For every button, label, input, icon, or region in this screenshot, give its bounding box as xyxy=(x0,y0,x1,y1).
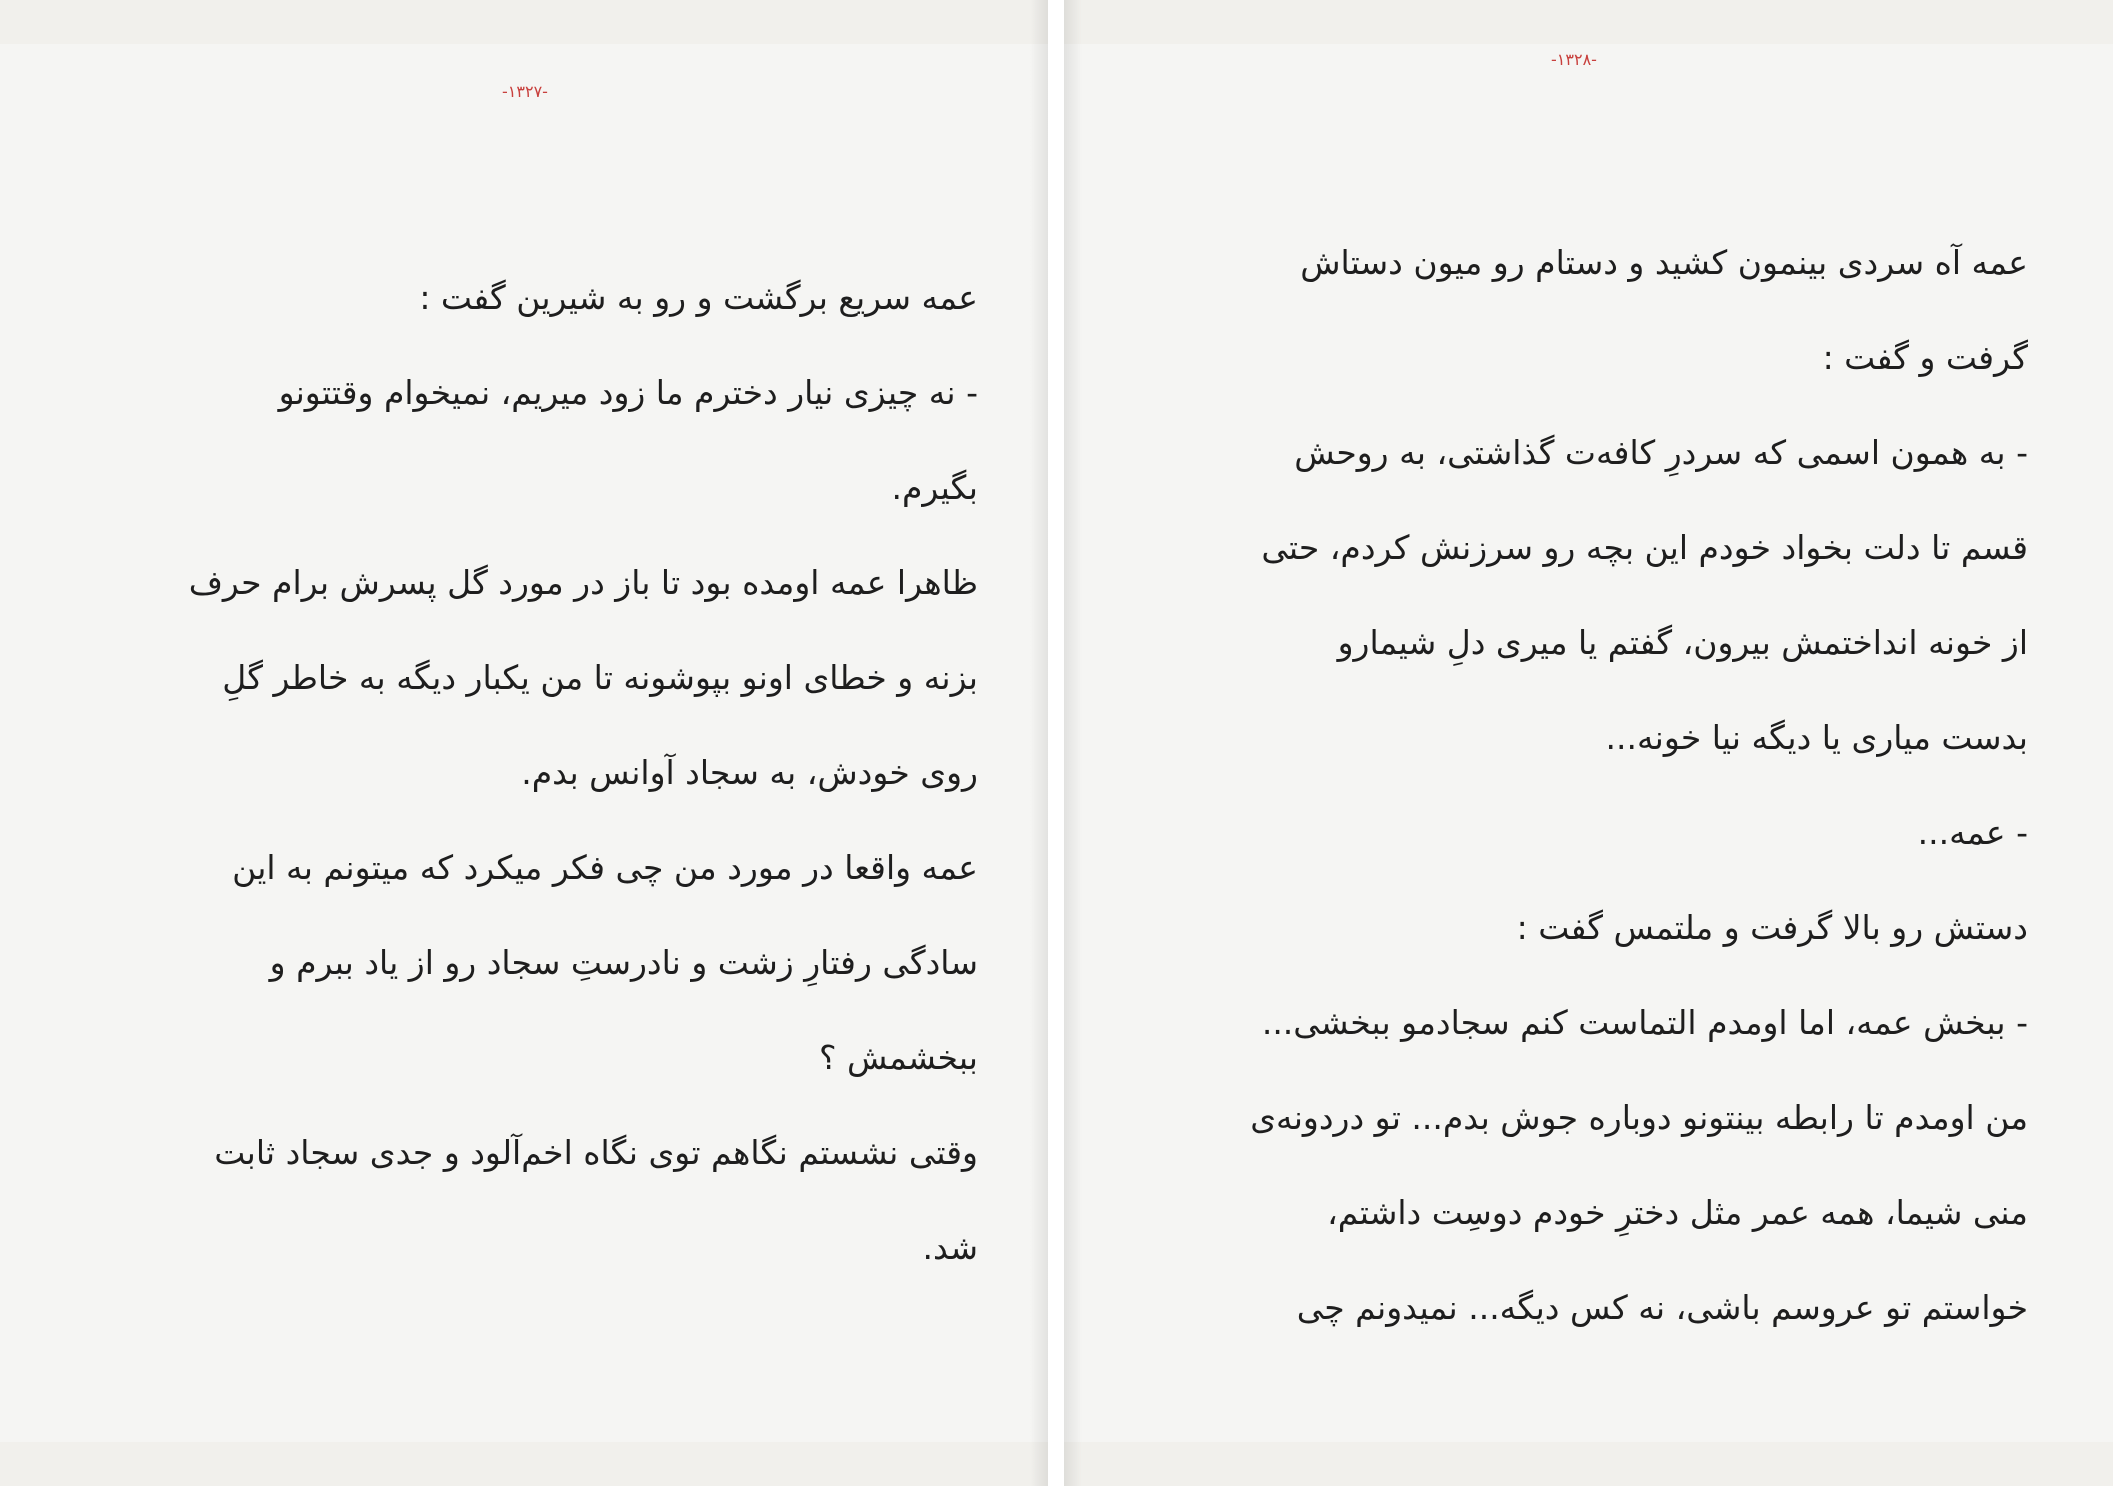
left-page-text xyxy=(78,250,978,1295)
text-line: ببخشمش ؟ xyxy=(818,1038,978,1077)
text-line: عمه سریع برگشت و رو به شیرین گفت : xyxy=(419,278,978,317)
text-line: شد. xyxy=(922,1228,978,1267)
text-line: - عمه... xyxy=(1917,813,2028,852)
text-line: ظاهرا عمه اومده بود تا باز در مورد گل پسرش برام حرف xyxy=(188,563,978,602)
text-line: من اومدم تا رابطه بینتونو دوباره جوش بدم... تو دردونه‌ی xyxy=(1250,1098,2028,1137)
text-line: عمه واقعا در مورد من چی فکر میکرد که میتونم به این xyxy=(232,848,978,887)
text-line: عمه آه سردی بینمون کشید و دستام رو میون دستاش xyxy=(1300,243,2028,282)
text-line: قسم تا دلت بخواد خودم این بچه رو سرزنش کردم، حتی xyxy=(1261,528,2028,567)
text-line: خواستم تو عروسم باشی، نه کس دیگه... نمیدونم چی xyxy=(1296,1288,2028,1327)
text-line: دستش رو بالا گرفت و ملتمس گفت : xyxy=(1516,908,2028,947)
text-line: منی شیما، همه عمر مثل دخترِ خودم دوسِت داشتم، xyxy=(1327,1193,2028,1232)
text-line: وقتی نشستم نگاهم توی نگاه اخم‌آلود و جدی سجاد ثابت xyxy=(214,1133,978,1172)
right-page-text xyxy=(1148,215,2028,1355)
page-gutter xyxy=(1048,0,1064,1486)
text-line: بزنه و خطای اونو بپوشونه تا من یکبار دیگه به خاطر گلِ xyxy=(222,658,978,697)
left-book-page xyxy=(0,0,1048,1486)
text-line: - به همون اسمی که سردرِ کافه‌ت گذاشتی، به روحش xyxy=(1294,433,2028,472)
right-page-edge-shadow xyxy=(1064,0,1082,1486)
left-page-number: -۱۳۲۷- xyxy=(502,82,548,101)
right-book-page xyxy=(1064,0,2113,1486)
text-line: بدست میاری یا دیگه نیا خونه... xyxy=(1605,718,2028,757)
text-line: گرفت و گفت : xyxy=(1822,338,2028,377)
text-line: - ببخش عمه، اما اومدم التماست کنم سجادمو ببخشی... xyxy=(1261,1003,2028,1042)
right-page-number: -۱۳۲۸- xyxy=(1551,50,1597,69)
text-line: روی خودش، به سجاد آوانس بدم. xyxy=(521,753,978,792)
text-line: سادگی رفتارِ زشت و نادرستِ سجاد رو از یاد ببرم و xyxy=(269,943,978,982)
text-line: بگیرم. xyxy=(891,468,978,507)
text-line: - نه چیزی نیار دخترم ما زود میریم، نمیخوام وقتتونو xyxy=(278,373,978,412)
left-page-edge-shadow xyxy=(1030,0,1048,1486)
text-line: از خونه انداختمش بیرون، گفتم یا میری دلِ شیمارو xyxy=(1337,623,2028,662)
